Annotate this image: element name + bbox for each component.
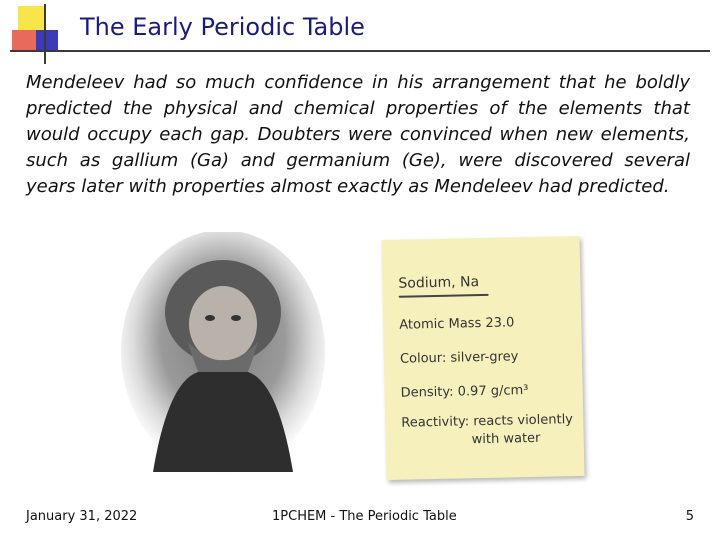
card-title-underline xyxy=(399,294,489,298)
title-divider xyxy=(10,50,710,52)
card-reactivity-cont: with water xyxy=(471,430,541,448)
page-number: 5 xyxy=(685,509,694,524)
decor-square-yellow xyxy=(18,6,44,32)
footer-title: 1PCHEM - The Periodic Table xyxy=(272,509,457,524)
card-title: Sodium, Na xyxy=(398,274,480,292)
card-atomic-mass: Atomic Mass 23.0 xyxy=(399,315,515,333)
decor-square-blue xyxy=(36,30,58,50)
sodium-note-card xyxy=(382,236,585,480)
card-density: Density: 0.97 g/cm³ xyxy=(400,383,529,401)
decor-vertical-rule xyxy=(44,4,46,64)
mendeleev-portrait xyxy=(118,232,328,482)
card-reactivity: Reactivity: reacts violently xyxy=(401,412,574,431)
slide-title: The Early Periodic Table xyxy=(80,13,365,41)
decor-square-red xyxy=(12,30,36,50)
slide-body-text: Mendeleev had so much confidence in his arrangement that he boldly predicted the physical and chemical properties of the elements that would occupy each gap. Doubters were convinced when new elements, such as gallium (Ga) and germanium (Ge), were discovered several years later with properties almost exactly as Mendeleev had predicted. xyxy=(26,72,690,197)
footer-date: January 31, 2022 xyxy=(26,509,138,524)
card-colour: Colour: silver-grey xyxy=(399,349,519,367)
